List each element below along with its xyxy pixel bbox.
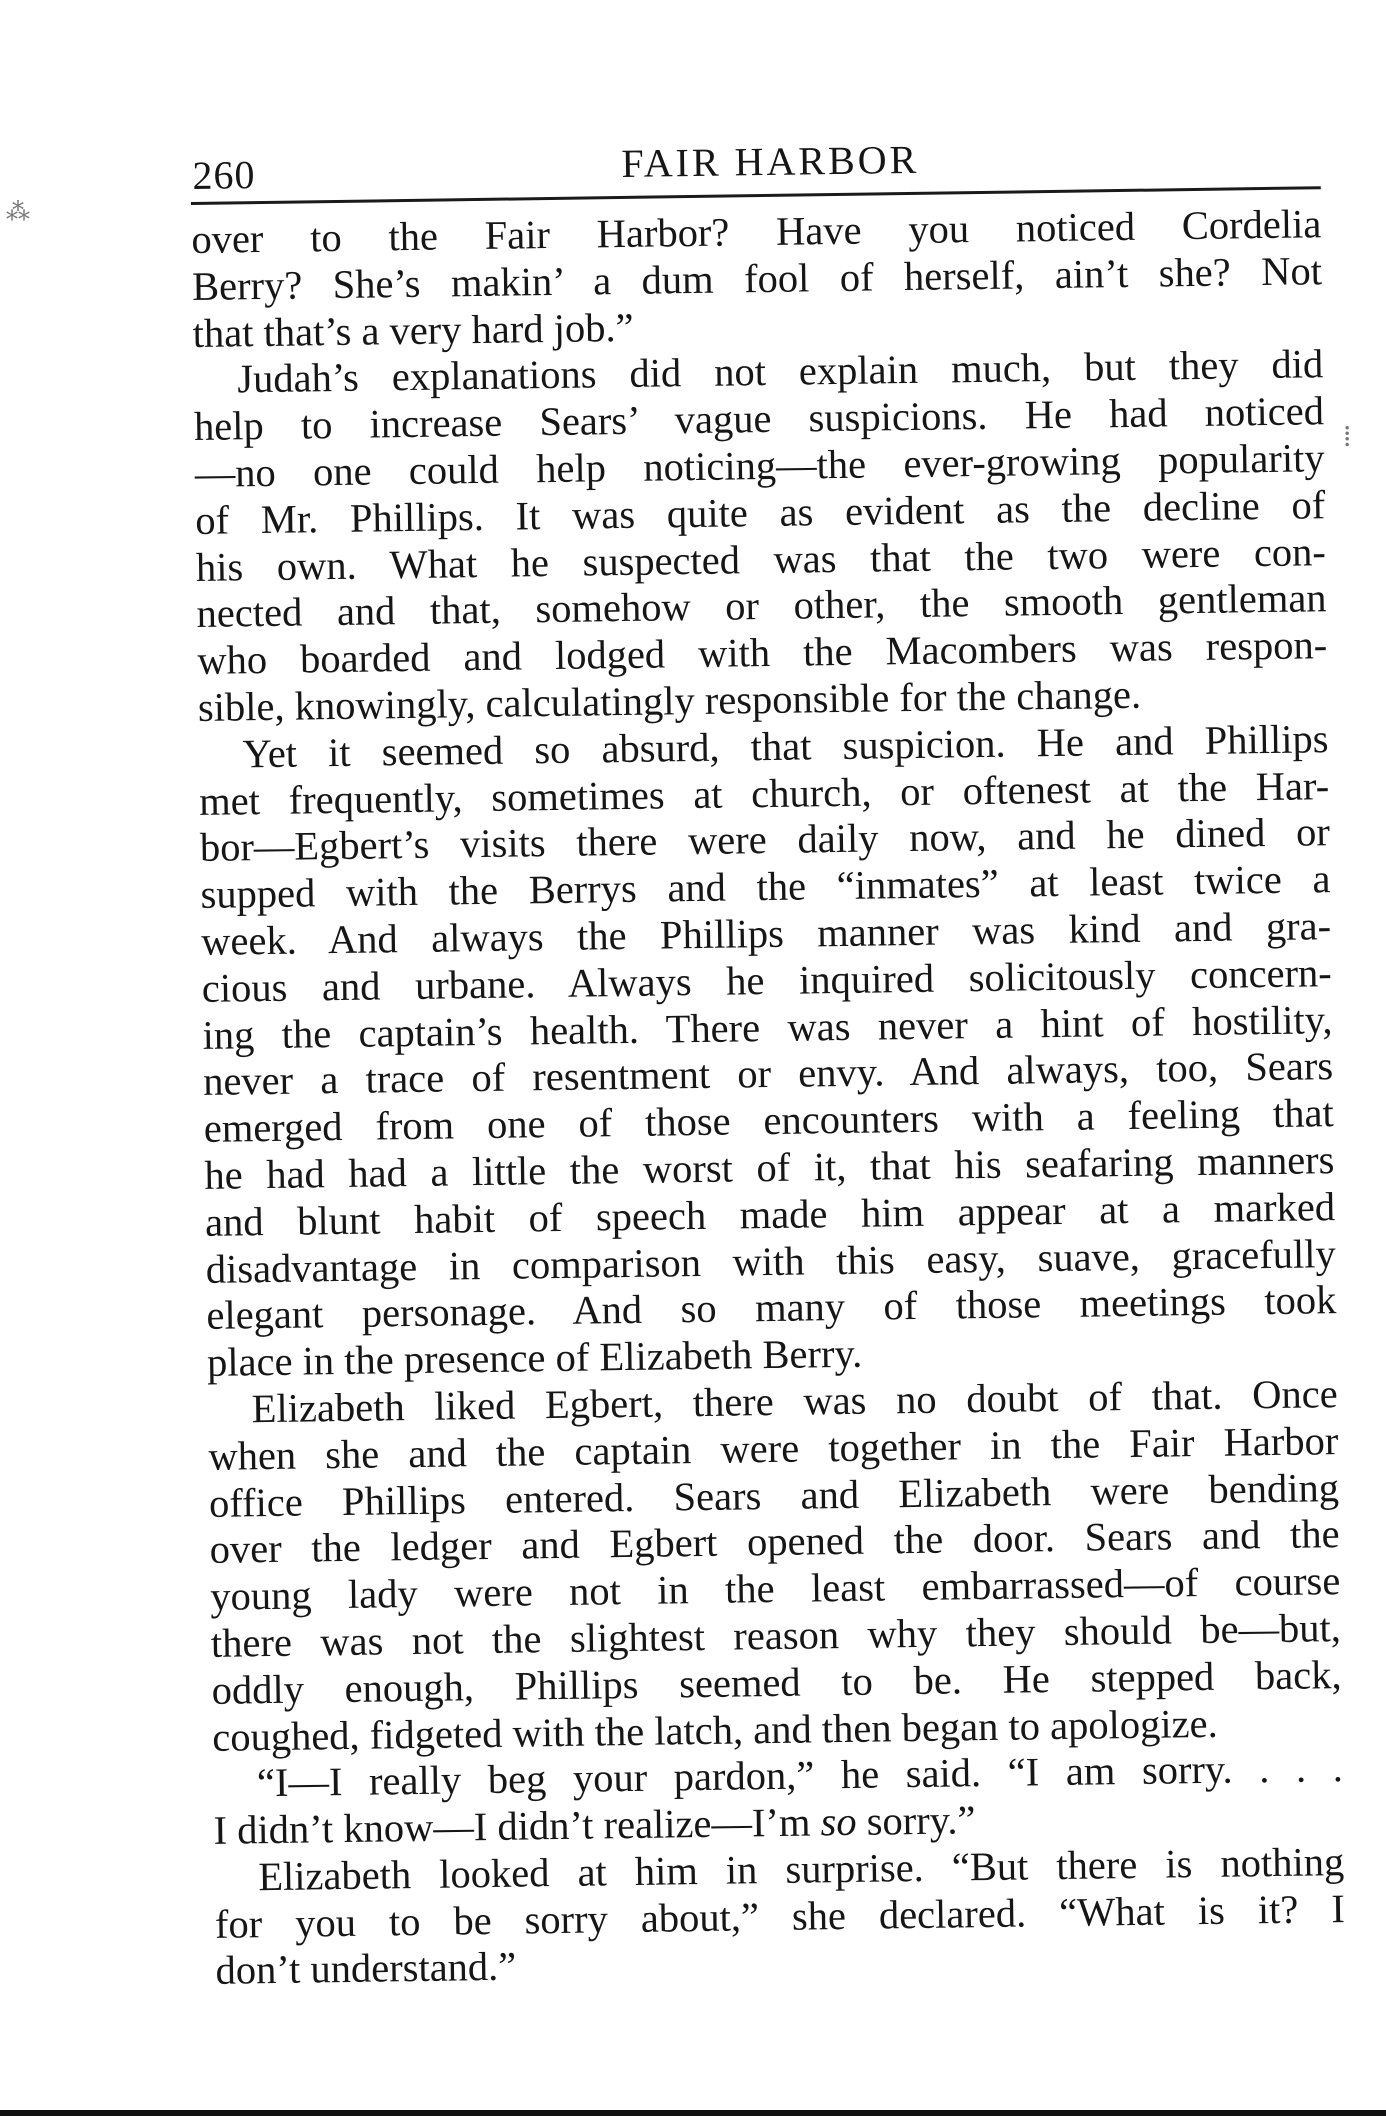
text-line: and blunt habit of speech made him appear at a marked — [204, 1183, 1336, 1245]
text-line: emerged from one of those encounters with a feeling that — [203, 1090, 1335, 1152]
text-line: that that’s a very hard job.” — [192, 304, 634, 356]
text-line: there was not the slightest reason why they should be—but, — [210, 1604, 1342, 1666]
running-title: FAIR HARBOR — [621, 136, 920, 186]
text-line: week. And always the Phillips manner was kind and gra- — [200, 903, 1332, 964]
text-line: cious and urbane. Always he inquired solicitously concern- — [201, 949, 1333, 1011]
text-line: never a trace of resentment or envy. And always, too, Sears — [202, 1043, 1334, 1105]
page-number: 260 — [192, 152, 256, 198]
book-page — [190, 124, 1346, 1995]
text-line: sible, knowingly, calculatingly responsible for the change. — [197, 671, 1142, 730]
text-line: for you to be sorry about,” she declared. “What is it? I — [214, 1885, 1346, 1947]
text-line: supped with the Berrys and the “inmates” at least twice a — [200, 856, 1331, 918]
text-line: Judah’s explanations did not explain much, but they did — [237, 341, 1324, 402]
text-line: when she and the captain were together in the Fair Harbor — [208, 1417, 1339, 1479]
text-line: of Mr. Phillips. It was quite as evident as the decline of — [194, 481, 1326, 543]
text-line: over the ledger and Egbert opened the door. Sears and the — [209, 1511, 1340, 1573]
text-line: nected and that, somehow or other, the smooth gentleman — [196, 575, 1327, 637]
text-line: over to the Fair Harbor? Have you noticed Cordelia — [191, 201, 1322, 262]
text-line: Berry? She’s makin’ a dum fool of herself, ain’t she? Not — [191, 248, 1323, 309]
scan-speck-left: ⁂ — [6, 200, 30, 226]
text-line: office Phillips entered. Sears and Elizabeth were bending — [208, 1464, 1340, 1526]
text-line: don’t understand.” — [215, 1944, 517, 1994]
text-line: who boarded and lodged with the Macombers was respon- — [196, 622, 1328, 684]
body-text — [191, 189, 1346, 1995]
text-line: his own. What he suspected was that the two were con- — [195, 528, 1327, 590]
text-line: ing the captain’s health. There was never a hint of hostility, — [202, 996, 1333, 1058]
text-line: “I—I really beg your pardon,” he said. “I am sorry. . . . — [256, 1745, 1344, 1806]
text-line: coughed, fidgeted with the latch, and then began to apologize. — [211, 1700, 1218, 1760]
bottom-scan-edge — [0, 2110, 1386, 2116]
text-line: help to increase Sears’ vague suspicions. He had noticed — [193, 388, 1325, 450]
text-line: I didn’t know—I didn’t realize—I’m so sorry.” — [213, 1797, 976, 1853]
text-line: place in the presence of Elizabeth Berry. — [206, 1330, 863, 1386]
text-line: disadvantage in comparison with this easy, suave, gracefully — [205, 1230, 1336, 1292]
text-line: Yet it seemed so absurd, that suspicion. He and Phillips — [242, 715, 1329, 777]
text-line: Elizabeth looked at him in surprise. “But there is nothing — [257, 1838, 1345, 1900]
text-line: young lady were not in the least embarrassed—of course — [210, 1558, 1341, 1619]
text-line: elegant personage. And so many of those meetings took — [206, 1277, 1337, 1339]
text-line: Elizabeth liked Egbert, there was no doubt of that. Once — [251, 1371, 1338, 1432]
text-line: he had had a little the worst of it, that his seafaring manners — [204, 1137, 1335, 1198]
text-line: oddly enough, Phillips seemed to be. He stepped back, — [211, 1651, 1342, 1713]
text-line: —no one could help noticing—the ever-growing popularity — [194, 435, 1325, 496]
text-line: met frequently, sometimes at church, or oftenest at the Har- — [198, 762, 1330, 824]
scan-speck-right: ⁞ — [1343, 420, 1352, 453]
text-line: bor—Egbert’s visits there were daily now, and he dined or — [199, 809, 1331, 871]
